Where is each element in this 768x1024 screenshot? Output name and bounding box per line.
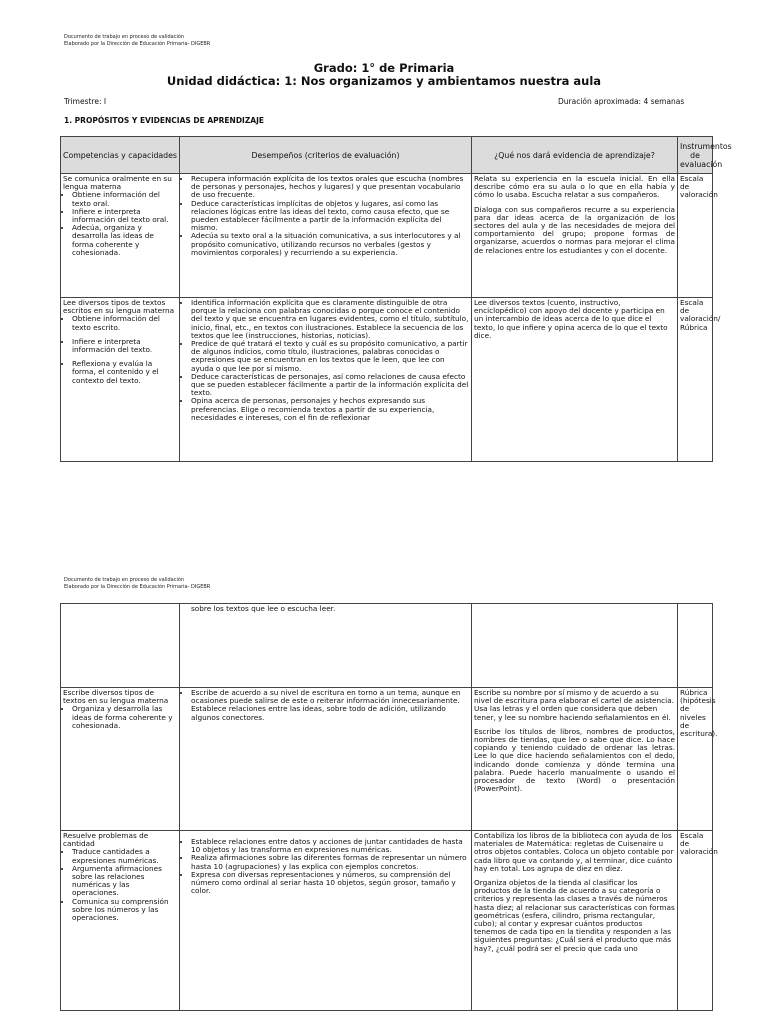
performance-item: • Expresa con diversas representaciones y números, su comprensión del número como ordinal al seriar hasta 10 objetos, según grosor, tamaño y color. <box>191 871 469 896</box>
header-instrumentos: Instrumentos de evaluación <box>678 137 713 174</box>
evidence-paragraph: Dialoga con sus compañeros recurre a su experiencia para dar ideas acerca de la organización de los sectores del aula y de las necesidades de mejora del comportamiento del grupo; propone formas de organizarse, acuerdos o normas para mejorar el clima de relaciones entre los estudiantes y con el docente. <box>474 204 675 255</box>
performance-cell <box>180 604 472 688</box>
evidence-cell <box>472 688 678 831</box>
table-row <box>61 604 713 688</box>
evidence-paragraph: Escribe su nombre por sí mismo y de acuerdo a su nivel de escritura para elaborar el cartel de asistencia. Usa las letras y el orden que considera que deben tener, y lee su nombre haciendo señalamientos en él. <box>474 688 674 722</box>
competency-cell <box>61 298 180 462</box>
competency-title: Resuelve problemas de cantidad <box>63 831 149 849</box>
performance-item: • Identifica información explícita que es claramente distinguible de otra porque la relaciona con palabras conocidas o porque conoce el contenido del texto y que se encuentra en lugares evidentes, como el título, subtítulo, inicio, final, etc., en textos con ilustraciones. Establece la secuencia de los textos que lee (instrucciones, historias, noticias). <box>191 299 469 340</box>
header-line-2: Elaborado por la Dirección de Educación Primaria- DIGEBR <box>64 583 211 590</box>
header-line-1: Documento de trabajo en proceso de validación <box>64 577 185 583</box>
performance-item: • Adecúa su texto oral a la situación comunicativa, a sus interlocutores y al propósito comunicativo, utilizando recursos no verbales (gestos y movimientos corporales) y recurriendo a su experiencia. <box>191 232 469 257</box>
competency-cell <box>61 831 180 1011</box>
capacity-item: • Obtiene información del texto oral. <box>72 191 177 207</box>
header-evidencia: ¿Qué nos dará evidencia de aprendizaje? <box>472 137 678 174</box>
competency-cell <box>61 174 180 298</box>
evidence-cell <box>472 604 678 688</box>
evidence-paragraph: Escribe los títulos de libros, nombres de productos, nombres de tiendas, que lee o sabe que dice. Lo hace copiando y teniendo cuidado de ordenar las letras. Lee lo que dice haciendo señalamientos con el dedo, indicando donde comienza y dónde termina una palabra. Puede hacerlo manualmente o usando el procesador de texto (Word) o presentación (PowerPoint). <box>474 726 675 794</box>
capacity-item: • Obtiene información del texto escrito. <box>72 315 177 331</box>
performance-item: • Recupera información explícita de los textos orales que escucha (nombres de personas y personajes, hechos y lugares) y que presentan vocabulario de uso frecuente. <box>191 175 469 200</box>
evidence-cell <box>472 298 678 462</box>
competency-title: Lee diversos tipos de textos escritos en su lengua materna <box>63 298 175 316</box>
section-heading: 1. PROPÓSITOS Y EVIDENCIAS DE APRENDIZAJE <box>64 116 265 125</box>
table-row <box>61 298 713 462</box>
competency-cell <box>61 688 180 831</box>
instrument-cell: Escala de valoración/ Rúbrica <box>678 298 713 462</box>
evidence-cell <box>472 174 678 298</box>
document-header <box>64 577 210 590</box>
unit-title: Unidad didáctica: 1: Nos organizamos y ambientamos nuestra aula <box>166 74 602 88</box>
page-2 <box>0 572 768 1024</box>
capacity-item: • Infiere e interpreta información del texto. <box>72 338 177 354</box>
header-desempenos: Desempeños (criterios de evaluación) <box>180 137 472 174</box>
performance-item: • Deduce características implícitas de objetos y lugares, así como las relaciones lógicas entre las ideas del texto, como causa efecto, que se pueden establecer fácilmente a partir de la información explícita del mismo. <box>191 200 469 233</box>
table-row <box>61 831 713 1011</box>
instrument-cell <box>678 604 713 688</box>
learning-table-continued <box>60 603 718 1011</box>
capacity-item: • Infiere e interpreta información del texto oral. <box>72 208 177 224</box>
trimestre-label: Trimestre: I <box>64 97 107 106</box>
header-competencias: Competencias y capacidades <box>61 137 180 174</box>
performance-cell <box>180 174 472 298</box>
evidence-paragraph: Relata su experiencia en la escuela inicial. En ella describe cómo era su aula o lo que en ella había y cómo lo usaba. Escucha relatar a sus compañeros. <box>474 174 675 200</box>
performance-cell <box>180 831 472 1011</box>
duration-label: Duración aproximada: 4 semanas <box>558 97 685 106</box>
performance-item: • Realiza afirmaciones sobre las diferentes formas de representar un número hasta 10 (agrupaciones) y las explica con ejemplos concretos. <box>191 854 469 870</box>
performance-cell <box>180 298 472 462</box>
capacity-item: • Argumenta afirmaciones sobre las relaciones numéricas y las operaciones. <box>72 865 177 898</box>
capacity-item: • Adecúa, organiza y desarrolla las ideas de forma coherente y cohesionada. <box>72 224 177 257</box>
instrument-cell: Rúbrica (hipótesis de niveles de escritura). <box>678 688 713 831</box>
evidence-paragraph: Organiza objetos de la tienda al clasificar los productos de la tienda de acuerdo a su categoría o criterios y representa las clases a través de números hasta diez; al relacionar sus características con formas geométricas (esfera, cilindro, prisma rectangular, cubo); al contar y expresar cuántos productos tenemos de cada tipo en la tiendita y responden a las siguientes preguntas: ¿Cuál será el producto que más hay?, ¿cuál podrá ser el precio que cada uno <box>474 878 675 953</box>
capacity-item: • Traduce cantidades a expresiones numéricas. <box>72 848 177 864</box>
capacity-item: • Comunica su comprensión sobre los números y las operaciones. <box>72 898 177 923</box>
performance-item: • Predice de qué tratará el texto y cuál es su propósito comunicativo, a partir de algunos indicios, como título, ilustraciones, palabras conocidas o expresiones que se encuentran en los textos que le leen, que lee con ayuda o que lee por sí mismo. <box>191 340 469 373</box>
instrument-cell: Escala de valoración <box>678 174 713 298</box>
table-row <box>61 174 713 298</box>
instrument-cell: Escala de valoración <box>678 831 713 1011</box>
competency-title: Escribe diversos tipos de textos en su lengua materna <box>63 688 169 706</box>
evidence-paragraph: Contabiliza los libros de la biblioteca con ayuda de los materiales de Matemática: regletas de Cuisenaire u otros objetos contables. Coloca un objeto contable por cada libro que va contando y, al terminar, dice cuánto hay en total. Los agrupa de diez en diez. <box>474 831 674 873</box>
evidence-paragraph: Lee diversos textos (cuento, instructivo, enciclopédico) con apoyo del docente y participa en un intercambio de ideas acerca de lo que dice el texto, lo que infiere y opina acerca de lo que el texto dice. <box>474 298 668 340</box>
table-row <box>61 688 713 831</box>
grade-title: Grado: 1° de Primaria <box>313 61 455 75</box>
performance-cell <box>180 688 472 831</box>
continuation-text: sobre los textos que lee o escucha leer. <box>191 604 336 613</box>
document-header <box>64 34 210 47</box>
competency-cell <box>61 604 180 688</box>
performance-item: • Deduce características de personajes, así como relaciones de causa efecto que se pueden establecer fácilmente a partir de la información explícita del texto. <box>191 373 469 398</box>
competency-title: Se comunica oralmente en su lengua materna <box>63 174 172 192</box>
performance-item: • Escribe de acuerdo a su nivel de escritura en torno a un tema, aunque en ocasiones puede salirse de este o reiterar información innecesariamente. Establece relaciones entre las ideas, sobre todo de adición, utilizando algunos conectores. <box>191 689 469 722</box>
capacity-item: • Organiza y desarrolla las ideas de forma coherente y cohesionada. <box>72 705 177 730</box>
performance-item: • Opina acerca de personas, personajes y hechos expresando sus preferencias. Elige o recomienda textos a partir de su experiencia, necesidades e intereses, con el fin de reflexionar <box>191 397 469 422</box>
performance-item: • Establece relaciones entre datos y acciones de juntar cantidades de hasta 10 objetos y las transforma en expresiones numéricas. <box>191 838 469 854</box>
table-header-row <box>61 137 713 174</box>
header-line-1: Documento de trabajo en proceso de validación <box>64 34 185 40</box>
header-line-2: Elaborado por la Dirección de Educación Primaria- DIGEBR <box>64 40 211 47</box>
capacity-item: • Reflexiona y evalúa la forma, el contenido y el contexto del texto. <box>72 360 177 385</box>
evidence-cell <box>472 831 678 1011</box>
learning-table <box>60 136 732 462</box>
